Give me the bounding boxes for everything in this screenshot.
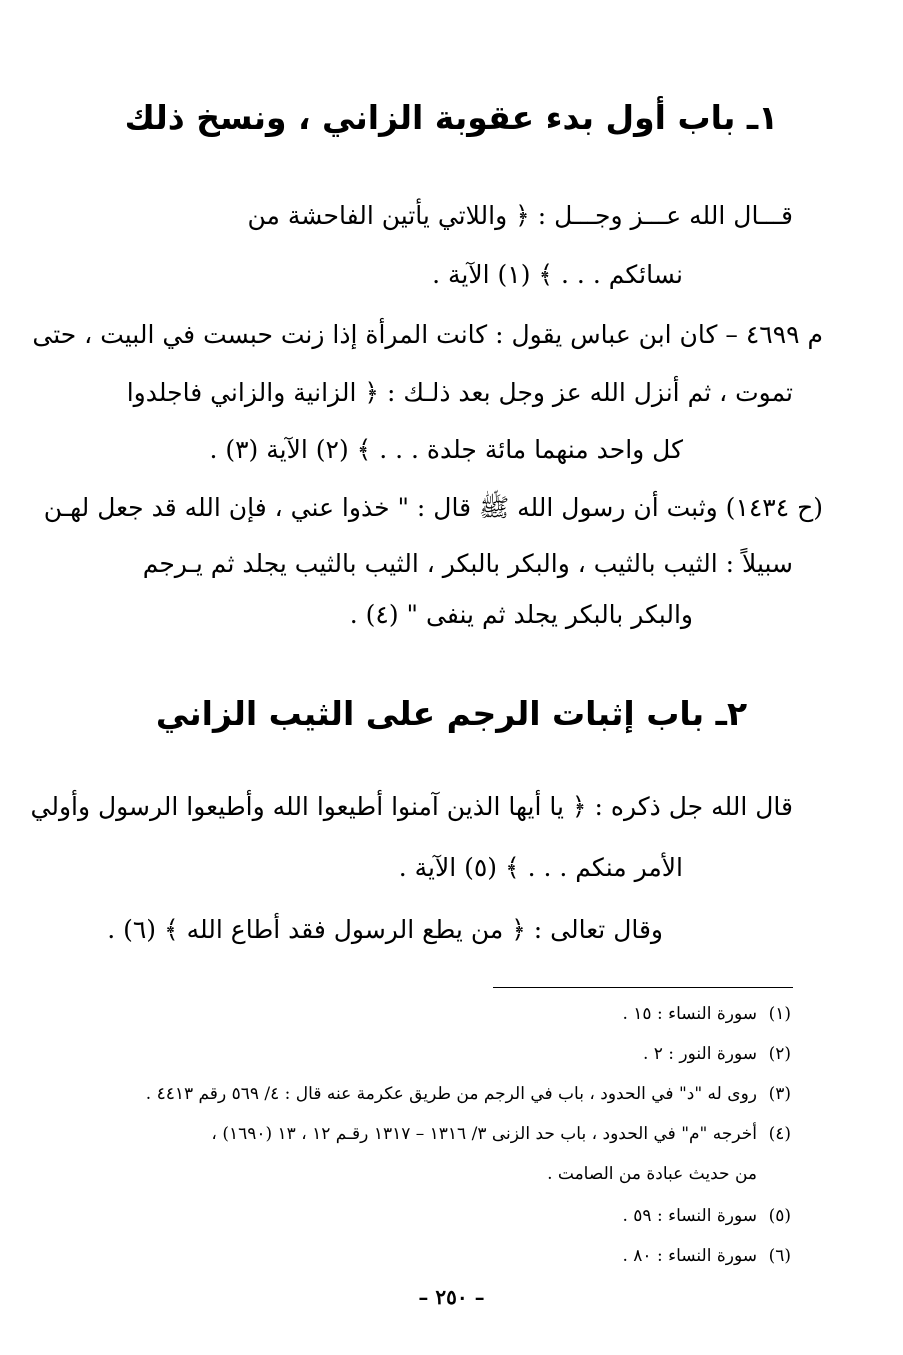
footnote bbox=[80, 1248, 791, 1265]
text-line: تموت ، ثم أنزل الله عز وجل بعد ذلـك : ﴿ الزانية والزاني فاجلدوا bbox=[126, 378, 793, 407]
footnote-number: (٤) bbox=[768, 1124, 791, 1144]
footnote bbox=[80, 1086, 791, 1103]
text-line: نسائكم . . . ﴾ (١) الآية . bbox=[432, 260, 683, 289]
footnote-text: أخرجه "م" في الحدود ، باب حد الزنى ٣/ ١٣١٦ – ١٣١٧ رقـم ١٢ ، ١٣ (١٦٩٠) ، bbox=[211, 1124, 757, 1144]
chapter-heading-1: ١ـ باب أول بدء عقوبة الزاني ، ونسخ ذلك bbox=[124, 98, 779, 137]
footnote-number: (٣) bbox=[768, 1084, 791, 1104]
footnote-number: (٥) bbox=[768, 1206, 791, 1226]
footnote-text: سورة النور : ٢ . bbox=[642, 1044, 757, 1064]
footnote bbox=[80, 1006, 791, 1023]
footnote-divider bbox=[493, 987, 793, 988]
footnote-number: (٦) bbox=[768, 1246, 791, 1266]
text-line: قـــال الله عـــز وجـــل : ﴿ واللاتي يأتين الفاحشة من bbox=[247, 201, 793, 230]
footnote-number: (١) bbox=[768, 1004, 791, 1024]
text-line: قال الله جل ذكره : ﴿ يا أيها الذين آمنوا أطيعوا الله وأطيعوا الرسول وأولي bbox=[30, 792, 793, 821]
text-line: الأمر منكم . . . ﴾ (٥) الآية . bbox=[398, 853, 683, 882]
text-line: كل واحد منهما مائة جلدة . . . ﴾ (٢) الآية (٣) . bbox=[209, 435, 683, 464]
text-line: والبكر بالبكر يجلد ثم ينفى " (٤) . bbox=[349, 600, 693, 629]
footnote-text: روى له "د" في الحدود ، باب في الرجم من طريق عكرمة عنه قال : ٤/ ٥٦٩ رقم ٤٤١٣ . bbox=[145, 1084, 757, 1104]
text-line: (ح ١٤٣٤) وثبت أن رسول الله ﷺ قال : " خذوا عني ، فإن الله قد جعل لهـن bbox=[43, 493, 823, 522]
footnote-text: سورة النساء : ٨٠ . bbox=[622, 1246, 757, 1266]
footnote-number: (٢) bbox=[768, 1044, 791, 1064]
footnote bbox=[80, 1208, 791, 1225]
text-line: سبيلاً : الثيب بالثيب ، والبكر بالبكر ، الثيب بالثيب يجلد ثم يـرجم bbox=[142, 549, 793, 578]
page-number: – ٢٥٠ – bbox=[418, 1285, 485, 1309]
chapter-heading-2: ٢ـ باب إثبات الرجم على الثيب الزاني bbox=[155, 694, 748, 733]
text-line: م ٤٦٩٩ – كان ابن عباس يقول : كانت المرأة إذا زنت حبست في البيت ، حتى bbox=[32, 320, 823, 349]
footnote-continuation: من حديث عبادة من الصامت . bbox=[547, 1164, 757, 1184]
footnote-text: سورة النساء : ١٥ . bbox=[622, 1004, 757, 1024]
footnote bbox=[80, 1126, 791, 1143]
text-line: وقال تعالى : ﴿ من يطع الرسول فقد أطاع الله ﴾ (٦) . bbox=[107, 915, 663, 944]
footnote bbox=[80, 1046, 791, 1063]
footnote-text: سورة النساء : ٥٩ . bbox=[622, 1206, 757, 1226]
